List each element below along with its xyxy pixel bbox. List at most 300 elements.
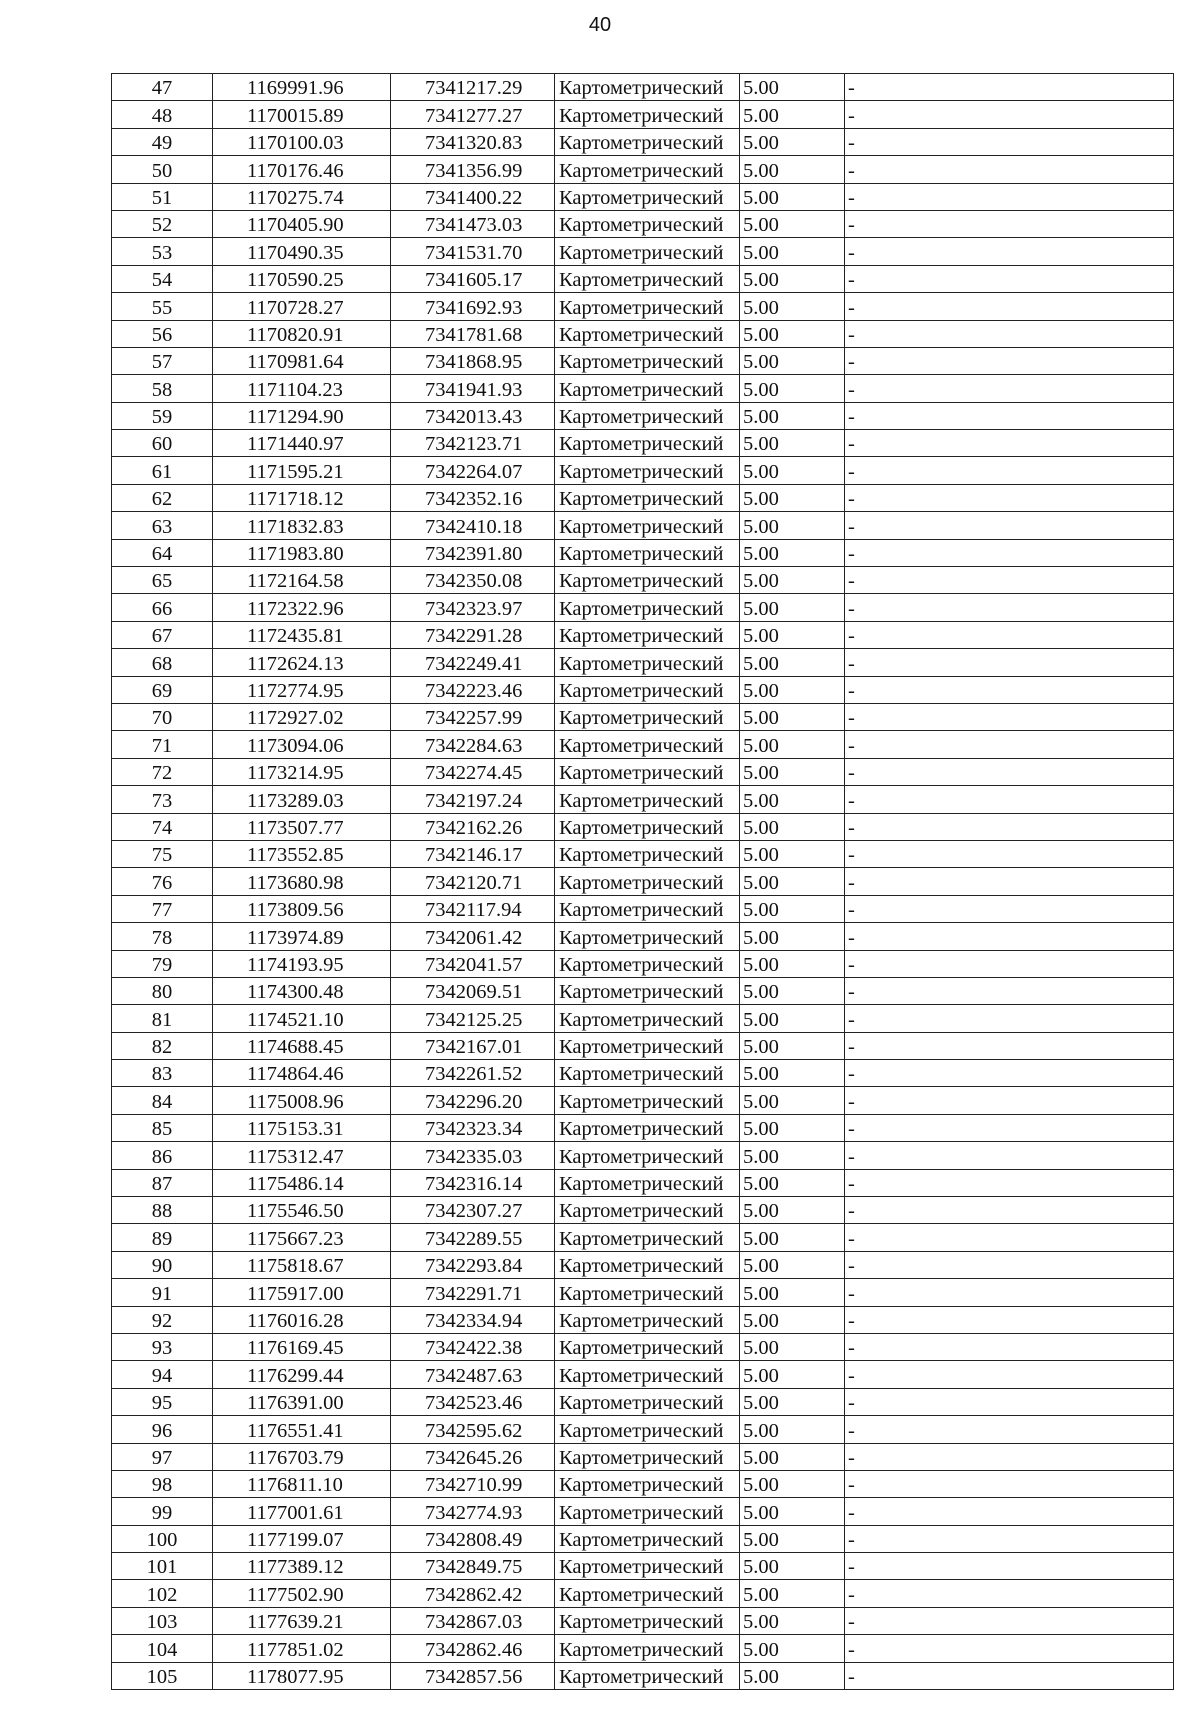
x-coordinate-cell: 1175546.50	[213, 1197, 391, 1224]
method-cell: Картометрический	[555, 594, 740, 621]
table-row	[112, 1470, 1174, 1497]
table-row	[112, 293, 1174, 320]
method-cell: Картометрический	[555, 786, 740, 813]
y-coordinate-cell: 7341400.22	[391, 183, 555, 210]
accuracy-cell: 5.00	[740, 1032, 845, 1059]
note-cell: -	[845, 895, 1174, 922]
method-cell: Картометрический	[555, 210, 740, 237]
note-cell: -	[845, 923, 1174, 950]
note-cell: -	[845, 1087, 1174, 1114]
table-row	[112, 1580, 1174, 1607]
note-cell: -	[845, 1142, 1174, 1169]
y-coordinate-cell: 7342264.07	[391, 457, 555, 484]
table-row	[112, 183, 1174, 210]
point-number-cell: 88	[112, 1197, 213, 1224]
method-cell: Картометрический	[555, 1114, 740, 1141]
accuracy-cell: 5.00	[740, 1416, 845, 1443]
x-coordinate-cell: 1177502.90	[213, 1580, 391, 1607]
x-coordinate-cell: 1176169.45	[213, 1333, 391, 1360]
note-cell: -	[845, 265, 1174, 292]
accuracy-cell: 5.00	[740, 210, 845, 237]
y-coordinate-cell: 7342284.63	[391, 731, 555, 758]
y-coordinate-cell: 7342293.84	[391, 1251, 555, 1278]
note-cell: -	[845, 758, 1174, 785]
table-row	[112, 402, 1174, 429]
point-number-cell: 79	[112, 950, 213, 977]
accuracy-cell: 5.00	[740, 74, 845, 101]
x-coordinate-cell: 1170728.27	[213, 293, 391, 320]
point-number-cell: 62	[112, 484, 213, 511]
accuracy-cell: 5.00	[740, 1388, 845, 1415]
method-cell: Картометрический	[555, 923, 740, 950]
method-cell: Картометрический	[555, 703, 740, 730]
note-cell: -	[845, 375, 1174, 402]
y-coordinate-cell: 7342274.45	[391, 758, 555, 785]
note-cell: -	[845, 1251, 1174, 1278]
y-coordinate-cell: 7342249.41	[391, 649, 555, 676]
method-cell: Картометрический	[555, 1580, 740, 1607]
method-cell: Картометрический	[555, 1553, 740, 1580]
method-cell: Картометрический	[555, 1197, 740, 1224]
x-coordinate-cell: 1174864.46	[213, 1060, 391, 1087]
table-row	[112, 210, 1174, 237]
y-coordinate-cell: 7342862.42	[391, 1580, 555, 1607]
y-coordinate-cell: 7342849.75	[391, 1553, 555, 1580]
x-coordinate-cell: 1177389.12	[213, 1553, 391, 1580]
table-row	[112, 1662, 1174, 1689]
point-number-cell: 57	[112, 347, 213, 374]
accuracy-cell: 5.00	[740, 895, 845, 922]
point-number-cell: 48	[112, 101, 213, 128]
point-number-cell: 76	[112, 868, 213, 895]
note-cell: -	[845, 293, 1174, 320]
table-row	[112, 1553, 1174, 1580]
x-coordinate-cell: 1172435.81	[213, 621, 391, 648]
accuracy-cell: 5.00	[740, 840, 845, 867]
accuracy-cell: 5.00	[740, 484, 845, 511]
table-row	[112, 1635, 1174, 1662]
x-coordinate-cell: 1176811.10	[213, 1470, 391, 1497]
x-coordinate-cell: 1177851.02	[213, 1635, 391, 1662]
x-coordinate-cell: 1172774.95	[213, 676, 391, 703]
accuracy-cell: 5.00	[740, 594, 845, 621]
table-row	[112, 676, 1174, 703]
point-number-cell: 74	[112, 813, 213, 840]
table-row	[112, 923, 1174, 950]
note-cell: -	[845, 868, 1174, 895]
accuracy-cell: 5.00	[740, 128, 845, 155]
table-row	[112, 1361, 1174, 1388]
method-cell: Картометрический	[555, 238, 740, 265]
x-coordinate-cell: 1170820.91	[213, 320, 391, 347]
y-coordinate-cell: 7342323.34	[391, 1114, 555, 1141]
method-cell: Картометрический	[555, 649, 740, 676]
table-row	[112, 1169, 1174, 1196]
y-coordinate-cell: 7342391.80	[391, 539, 555, 566]
method-cell: Картометрический	[555, 101, 740, 128]
note-cell: -	[845, 1114, 1174, 1141]
point-number-cell: 61	[112, 457, 213, 484]
point-number-cell: 97	[112, 1443, 213, 1470]
accuracy-cell: 5.00	[740, 1306, 845, 1333]
x-coordinate-cell: 1170981.64	[213, 347, 391, 374]
note-cell: -	[845, 101, 1174, 128]
point-number-cell: 58	[112, 375, 213, 402]
y-coordinate-cell: 7341217.29	[391, 74, 555, 101]
table-row	[112, 320, 1174, 347]
accuracy-cell: 5.00	[740, 1060, 845, 1087]
method-cell: Картометрический	[555, 1279, 740, 1306]
point-number-cell: 89	[112, 1224, 213, 1251]
accuracy-cell: 5.00	[740, 347, 845, 374]
method-cell: Картометрический	[555, 402, 740, 429]
y-coordinate-cell: 7342334.94	[391, 1306, 555, 1333]
point-number-cell: 102	[112, 1580, 213, 1607]
accuracy-cell: 5.00	[740, 430, 845, 457]
x-coordinate-cell: 1174193.95	[213, 950, 391, 977]
y-coordinate-cell: 7341692.93	[391, 293, 555, 320]
point-number-cell: 99	[112, 1498, 213, 1525]
note-cell: -	[845, 539, 1174, 566]
point-number-cell: 83	[112, 1060, 213, 1087]
x-coordinate-cell: 1172322.96	[213, 594, 391, 621]
point-number-cell: 50	[112, 156, 213, 183]
x-coordinate-cell: 1173094.06	[213, 731, 391, 758]
method-cell: Картометрический	[555, 950, 740, 977]
y-coordinate-cell: 7342291.71	[391, 1279, 555, 1306]
table-row	[112, 1224, 1174, 1251]
table-row	[112, 567, 1174, 594]
point-number-cell: 80	[112, 977, 213, 1004]
note-cell: -	[845, 786, 1174, 813]
y-coordinate-cell: 7342323.97	[391, 594, 555, 621]
table-row	[112, 1525, 1174, 1552]
note-cell: -	[845, 813, 1174, 840]
table-row	[112, 1607, 1174, 1634]
x-coordinate-cell: 1171595.21	[213, 457, 391, 484]
accuracy-cell: 5.00	[740, 1251, 845, 1278]
note-cell: -	[845, 567, 1174, 594]
note-cell: -	[845, 731, 1174, 758]
point-number-cell: 65	[112, 567, 213, 594]
y-coordinate-cell: 7342120.71	[391, 868, 555, 895]
table-row	[112, 786, 1174, 813]
note-cell: -	[845, 1607, 1174, 1634]
method-cell: Картометрический	[555, 1470, 740, 1497]
accuracy-cell: 5.00	[740, 1142, 845, 1169]
method-cell: Картометрический	[555, 1416, 740, 1443]
point-number-cell: 94	[112, 1361, 213, 1388]
table-row	[112, 1251, 1174, 1278]
accuracy-cell: 5.00	[740, 183, 845, 210]
point-number-cell: 51	[112, 183, 213, 210]
x-coordinate-cell: 1177199.07	[213, 1525, 391, 1552]
point-number-cell: 103	[112, 1607, 213, 1634]
coordinates-table	[111, 73, 1174, 1690]
method-cell: Картометрический	[555, 430, 740, 457]
method-cell: Картометрический	[555, 1306, 740, 1333]
point-number-cell: 93	[112, 1333, 213, 1360]
method-cell: Картометрический	[555, 128, 740, 155]
table-row	[112, 484, 1174, 511]
method-cell: Картометрический	[555, 156, 740, 183]
table-row	[112, 977, 1174, 1004]
table-row	[112, 238, 1174, 265]
note-cell: -	[845, 210, 1174, 237]
method-cell: Картометрический	[555, 977, 740, 1004]
x-coordinate-cell: 1170490.35	[213, 238, 391, 265]
method-cell: Картометрический	[555, 457, 740, 484]
note-cell: -	[845, 156, 1174, 183]
accuracy-cell: 5.00	[740, 703, 845, 730]
x-coordinate-cell: 1177001.61	[213, 1498, 391, 1525]
method-cell: Картометрический	[555, 1635, 740, 1662]
note-cell: -	[845, 1635, 1174, 1662]
x-coordinate-cell: 1175818.67	[213, 1251, 391, 1278]
x-coordinate-cell: 1169991.96	[213, 74, 391, 101]
y-coordinate-cell: 7342523.46	[391, 1388, 555, 1415]
point-number-cell: 64	[112, 539, 213, 566]
note-cell: -	[845, 457, 1174, 484]
note-cell: -	[845, 840, 1174, 867]
table-row	[112, 512, 1174, 539]
accuracy-cell: 5.00	[740, 567, 845, 594]
accuracy-cell: 5.00	[740, 402, 845, 429]
accuracy-cell: 5.00	[740, 923, 845, 950]
x-coordinate-cell: 1170015.89	[213, 101, 391, 128]
note-cell: -	[845, 1525, 1174, 1552]
point-number-cell: 71	[112, 731, 213, 758]
x-coordinate-cell: 1170100.03	[213, 128, 391, 155]
accuracy-cell: 5.00	[740, 101, 845, 128]
point-number-cell: 59	[112, 402, 213, 429]
point-number-cell: 90	[112, 1251, 213, 1278]
x-coordinate-cell: 1175008.96	[213, 1087, 391, 1114]
accuracy-cell: 5.00	[740, 786, 845, 813]
accuracy-cell: 5.00	[740, 1197, 845, 1224]
y-coordinate-cell: 7342645.26	[391, 1443, 555, 1470]
x-coordinate-cell: 1171440.97	[213, 430, 391, 457]
note-cell: -	[845, 1306, 1174, 1333]
table-row	[112, 539, 1174, 566]
x-coordinate-cell: 1172164.58	[213, 567, 391, 594]
note-cell: -	[845, 320, 1174, 347]
accuracy-cell: 5.00	[740, 813, 845, 840]
coordinates-table-body	[112, 74, 1174, 1690]
x-coordinate-cell: 1170275.74	[213, 183, 391, 210]
table-row	[112, 868, 1174, 895]
y-coordinate-cell: 7342013.43	[391, 402, 555, 429]
x-coordinate-cell: 1173552.85	[213, 840, 391, 867]
method-cell: Картометрический	[555, 567, 740, 594]
method-cell: Картометрический	[555, 813, 740, 840]
table-row	[112, 375, 1174, 402]
method-cell: Картометрический	[555, 1251, 740, 1278]
method-cell: Картометрический	[555, 1498, 740, 1525]
accuracy-cell: 5.00	[740, 1553, 845, 1580]
note-cell: -	[845, 1580, 1174, 1607]
method-cell: Картометрический	[555, 74, 740, 101]
x-coordinate-cell: 1176299.44	[213, 1361, 391, 1388]
note-cell: -	[845, 1443, 1174, 1470]
table-row	[112, 265, 1174, 292]
point-number-cell: 54	[112, 265, 213, 292]
x-coordinate-cell: 1176551.41	[213, 1416, 391, 1443]
table-row	[112, 840, 1174, 867]
accuracy-cell: 5.00	[740, 1279, 845, 1306]
method-cell: Картометрический	[555, 183, 740, 210]
point-number-cell: 70	[112, 703, 213, 730]
note-cell: -	[845, 1361, 1174, 1388]
method-cell: Картометрический	[555, 676, 740, 703]
x-coordinate-cell: 1173214.95	[213, 758, 391, 785]
y-coordinate-cell: 7341473.03	[391, 210, 555, 237]
point-number-cell: 49	[112, 128, 213, 155]
table-row	[112, 703, 1174, 730]
table-row	[112, 1416, 1174, 1443]
table-row	[112, 1279, 1174, 1306]
y-coordinate-cell: 7342061.42	[391, 923, 555, 950]
table-row	[112, 649, 1174, 676]
y-coordinate-cell: 7341605.17	[391, 265, 555, 292]
table-row	[112, 594, 1174, 621]
point-number-cell: 85	[112, 1114, 213, 1141]
note-cell: -	[845, 347, 1174, 374]
note-cell: -	[845, 238, 1174, 265]
table-row	[112, 1142, 1174, 1169]
note-cell: -	[845, 1553, 1174, 1580]
table-row	[112, 1087, 1174, 1114]
method-cell: Картометрический	[555, 375, 740, 402]
y-coordinate-cell: 7341781.68	[391, 320, 555, 347]
point-number-cell: 87	[112, 1169, 213, 1196]
point-number-cell: 66	[112, 594, 213, 621]
accuracy-cell: 5.00	[740, 676, 845, 703]
method-cell: Картометрический	[555, 1087, 740, 1114]
table-row	[112, 128, 1174, 155]
accuracy-cell: 5.00	[740, 1087, 845, 1114]
x-coordinate-cell: 1175486.14	[213, 1169, 391, 1196]
accuracy-cell: 5.00	[740, 457, 845, 484]
y-coordinate-cell: 7342146.17	[391, 840, 555, 867]
point-number-cell: 69	[112, 676, 213, 703]
y-coordinate-cell: 7342041.57	[391, 950, 555, 977]
method-cell: Картометрический	[555, 1525, 740, 1552]
note-cell: -	[845, 676, 1174, 703]
note-cell: -	[845, 183, 1174, 210]
table-row	[112, 1388, 1174, 1415]
method-cell: Картометрический	[555, 265, 740, 292]
y-coordinate-cell: 7342296.20	[391, 1087, 555, 1114]
table-row	[112, 1060, 1174, 1087]
method-cell: Картометрический	[555, 1333, 740, 1360]
note-cell: -	[845, 649, 1174, 676]
note-cell: -	[845, 1416, 1174, 1443]
note-cell: -	[845, 1169, 1174, 1196]
y-coordinate-cell: 7342595.62	[391, 1416, 555, 1443]
accuracy-cell: 5.00	[740, 156, 845, 183]
x-coordinate-cell: 1170405.90	[213, 210, 391, 237]
y-coordinate-cell: 7342123.71	[391, 430, 555, 457]
x-coordinate-cell: 1173680.98	[213, 868, 391, 895]
point-number-cell: 100	[112, 1525, 213, 1552]
method-cell: Картометрический	[555, 1032, 740, 1059]
table-row	[112, 1005, 1174, 1032]
y-coordinate-cell: 7342335.03	[391, 1142, 555, 1169]
note-cell: -	[845, 430, 1174, 457]
note-cell: -	[845, 977, 1174, 1004]
point-number-cell: 92	[112, 1306, 213, 1333]
point-number-cell: 72	[112, 758, 213, 785]
point-number-cell: 96	[112, 1416, 213, 1443]
y-coordinate-cell: 7341356.99	[391, 156, 555, 183]
method-cell: Картометрический	[555, 868, 740, 895]
point-number-cell: 53	[112, 238, 213, 265]
table-row	[112, 1443, 1174, 1470]
method-cell: Картометрический	[555, 484, 740, 511]
note-cell: -	[845, 512, 1174, 539]
method-cell: Картометрический	[555, 347, 740, 374]
accuracy-cell: 5.00	[740, 1333, 845, 1360]
y-coordinate-cell: 7341531.70	[391, 238, 555, 265]
note-cell: -	[845, 703, 1174, 730]
point-number-cell: 60	[112, 430, 213, 457]
accuracy-cell: 5.00	[740, 539, 845, 566]
note-cell: -	[845, 594, 1174, 621]
y-coordinate-cell: 7342774.93	[391, 1498, 555, 1525]
x-coordinate-cell: 1172624.13	[213, 649, 391, 676]
note-cell: -	[845, 1005, 1174, 1032]
y-coordinate-cell: 7342867.03	[391, 1607, 555, 1634]
y-coordinate-cell: 7341277.27	[391, 101, 555, 128]
method-cell: Картометрический	[555, 320, 740, 347]
x-coordinate-cell: 1170590.25	[213, 265, 391, 292]
x-coordinate-cell: 1173289.03	[213, 786, 391, 813]
table-row	[112, 101, 1174, 128]
note-cell: -	[845, 621, 1174, 648]
table-row	[112, 457, 1174, 484]
accuracy-cell: 5.00	[740, 1005, 845, 1032]
method-cell: Картометрический	[555, 1142, 740, 1169]
y-coordinate-cell: 7342710.99	[391, 1470, 555, 1497]
point-number-cell: 73	[112, 786, 213, 813]
point-number-cell: 67	[112, 621, 213, 648]
accuracy-cell: 5.00	[740, 1498, 845, 1525]
accuracy-cell: 5.00	[740, 512, 845, 539]
table-row	[112, 1197, 1174, 1224]
table-row	[112, 731, 1174, 758]
y-coordinate-cell: 7342422.38	[391, 1333, 555, 1360]
accuracy-cell: 5.00	[740, 1580, 845, 1607]
accuracy-cell: 5.00	[740, 950, 845, 977]
table-row	[112, 347, 1174, 374]
accuracy-cell: 5.00	[740, 265, 845, 292]
accuracy-cell: 5.00	[740, 238, 845, 265]
point-number-cell: 86	[112, 1142, 213, 1169]
method-cell: Картометрический	[555, 1060, 740, 1087]
x-coordinate-cell: 1171832.83	[213, 512, 391, 539]
x-coordinate-cell: 1175667.23	[213, 1224, 391, 1251]
y-coordinate-cell: 7342162.26	[391, 813, 555, 840]
y-coordinate-cell: 7342487.63	[391, 1361, 555, 1388]
accuracy-cell: 5.00	[740, 758, 845, 785]
y-coordinate-cell: 7342167.01	[391, 1032, 555, 1059]
point-number-cell: 63	[112, 512, 213, 539]
accuracy-cell: 5.00	[740, 1607, 845, 1634]
point-number-cell: 55	[112, 293, 213, 320]
y-coordinate-cell: 7341320.83	[391, 128, 555, 155]
y-coordinate-cell: 7342257.99	[391, 703, 555, 730]
